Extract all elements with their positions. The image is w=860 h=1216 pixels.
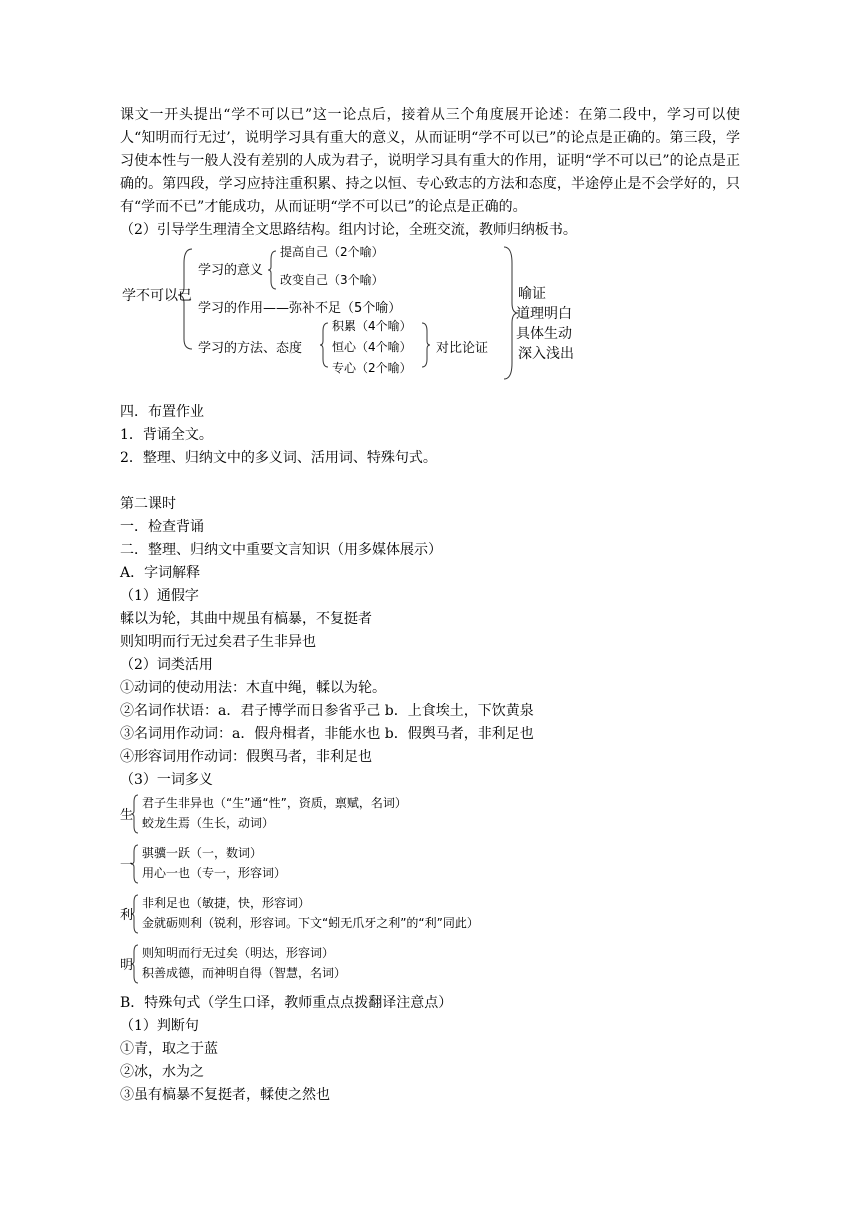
diagram-root: 学不可以已 (122, 288, 192, 304)
polysemy-sheng-item-1: 君子生非异也（“生”通“性”，资质，禀赋，名词） (142, 796, 407, 810)
intro-paragraph: 课文一开头提出“学不可以已”这一论点后，接着从三个角度展开论述：在第二段中，学习可以使人“知明而行无过’，说明学习具有重大的意义，从而证明“学不可以已”的论点是正确的。第三段，学习使本性与一般人没有差别的人成为君子，说明学习具有重大的作用，证明“学不可以已”的论点是正确的。第四段，学习应持注重积累、持之以恒、专心致志的方法和态度，半途停止是不会学好的，只有“学而不已”才能成功，从而证明“学不可以已”的论点是正确的。 (120, 107, 740, 215)
tongjiazi-heading: （1）通假字 (120, 588, 199, 604)
word-class-heading: （2）词类活用 (120, 657, 213, 673)
polysemy-ming-item-1: 则知明而行无过矣（明达，形容词） (142, 946, 335, 960)
word-class-line-1: ①动词的使动用法：木直中绳，輮以为轮。 (120, 680, 386, 696)
polysemy-li (120, 892, 740, 936)
polysemy-li-head: 利 (120, 908, 134, 923)
diagram-method-a: 积累（4个喻） (332, 319, 412, 333)
brace-method (320, 323, 328, 367)
word-explanation-heading: A．字词解释 (120, 565, 201, 581)
homework-item-1: 1．背诵全文。 (120, 427, 213, 443)
diagram-contrast: 对比论证 (436, 341, 489, 356)
polysemy-yi-item-2: 用心一也（专一，形容词） (142, 866, 287, 880)
polysemy-heading: （3）一词多义 (120, 772, 213, 788)
word-class-line-4: ④形容词用作动词：假舆马者，非利足也 (120, 749, 372, 765)
tongjiazi-line-2: 则知明而行无过矣君子生非异也 (120, 634, 316, 650)
polysemy-sheng-item-2: 蛟龙生焉（生长，动词） (142, 816, 275, 830)
diagram-right-3: 具体生动 (516, 326, 572, 342)
diagram-meaning-b: 改变自己（3个喻） (280, 273, 384, 287)
judgment-line-2: ②冰，水为之 (120, 1064, 204, 1080)
polysemy-li-item-1: 非利足也（敏捷，快，形容词） (142, 896, 311, 910)
lesson2-title: 第二课时 (120, 496, 176, 512)
polysemy-sheng (120, 792, 740, 836)
polysemy-ming (120, 942, 740, 986)
polysemy-sheng-head: 生 (120, 808, 134, 823)
special-sentence-heading: B．特殊句式（学生口译，教师重点点拨翻译注意点） (120, 995, 453, 1011)
polysemy-yi-item-1: 骐骥一跃（一，数词） (142, 846, 263, 860)
tongjiazi-line-1: 輮以为轮，其曲中规虽有槁暴，不复挺者 (120, 611, 372, 627)
polysemy-ming-head: 明 (120, 958, 134, 973)
polysemy-yi-head: 一 (120, 858, 134, 873)
structure-diagram (120, 243, 740, 393)
polysemy-yi (120, 842, 740, 886)
document-page (120, 104, 740, 1107)
diagram-method: 学习的方法、态度 (198, 341, 303, 356)
judgment-line-1: ①青，取之于蓝 (120, 1041, 218, 1057)
homework-title: 四．布置作业 (120, 404, 204, 420)
step-2-line: （2）引导学生理清全文思路结构。组内讨论，全班交流，教师归纳板书。 (120, 222, 577, 238)
judgment-line-3: ③虽有槁暴不复挺者，輮使之然也 (120, 1087, 330, 1103)
brace-contrast (422, 323, 430, 367)
diagram-meaning: 学习的意义 (198, 263, 264, 278)
diagram-right-4: 深入浅出 (518, 346, 574, 362)
diagram-meaning-a: 提高自己（2个喻） (280, 245, 384, 259)
diagram-right-2: 道理明白 (516, 306, 572, 322)
diagram-role: 学习的作用——弥补不足（5个喻） (198, 301, 402, 316)
polysemy-ming-item-2: 积善成德，而神明自得（智慧，名词） (142, 966, 347, 980)
diagram-method-b: 恒心（4个喻） (332, 340, 412, 354)
judgment-heading: （1）判断句 (120, 1018, 199, 1034)
diagram-right-1: 喻证 (518, 286, 546, 302)
polysemy-li-item-2: 金就砺则利（锐利，形容词。下文“蚓无爪牙之利”的“利”同此） (142, 916, 479, 930)
brace-meaning (268, 251, 276, 289)
lesson2-section-2: 二．整理、归纳文中重要文言知识（用多媒体展示） (120, 542, 442, 558)
lesson2-section-1: 一．检查背诵 (120, 519, 204, 535)
word-class-line-3: ③名词用作动词：a．假舟楫者，非能水也 b．假舆马者，非利足也 (120, 726, 534, 742)
homework-item-2: 2．整理、归纳文中的多义词、活用词、特殊句式。 (120, 450, 437, 466)
word-class-line-2: ②名词作状语：a．君子博学而日参省乎己 b．上食埃土，下饮黄泉 (120, 703, 534, 719)
diagram-method-c: 专心（2个喻） (332, 361, 412, 375)
